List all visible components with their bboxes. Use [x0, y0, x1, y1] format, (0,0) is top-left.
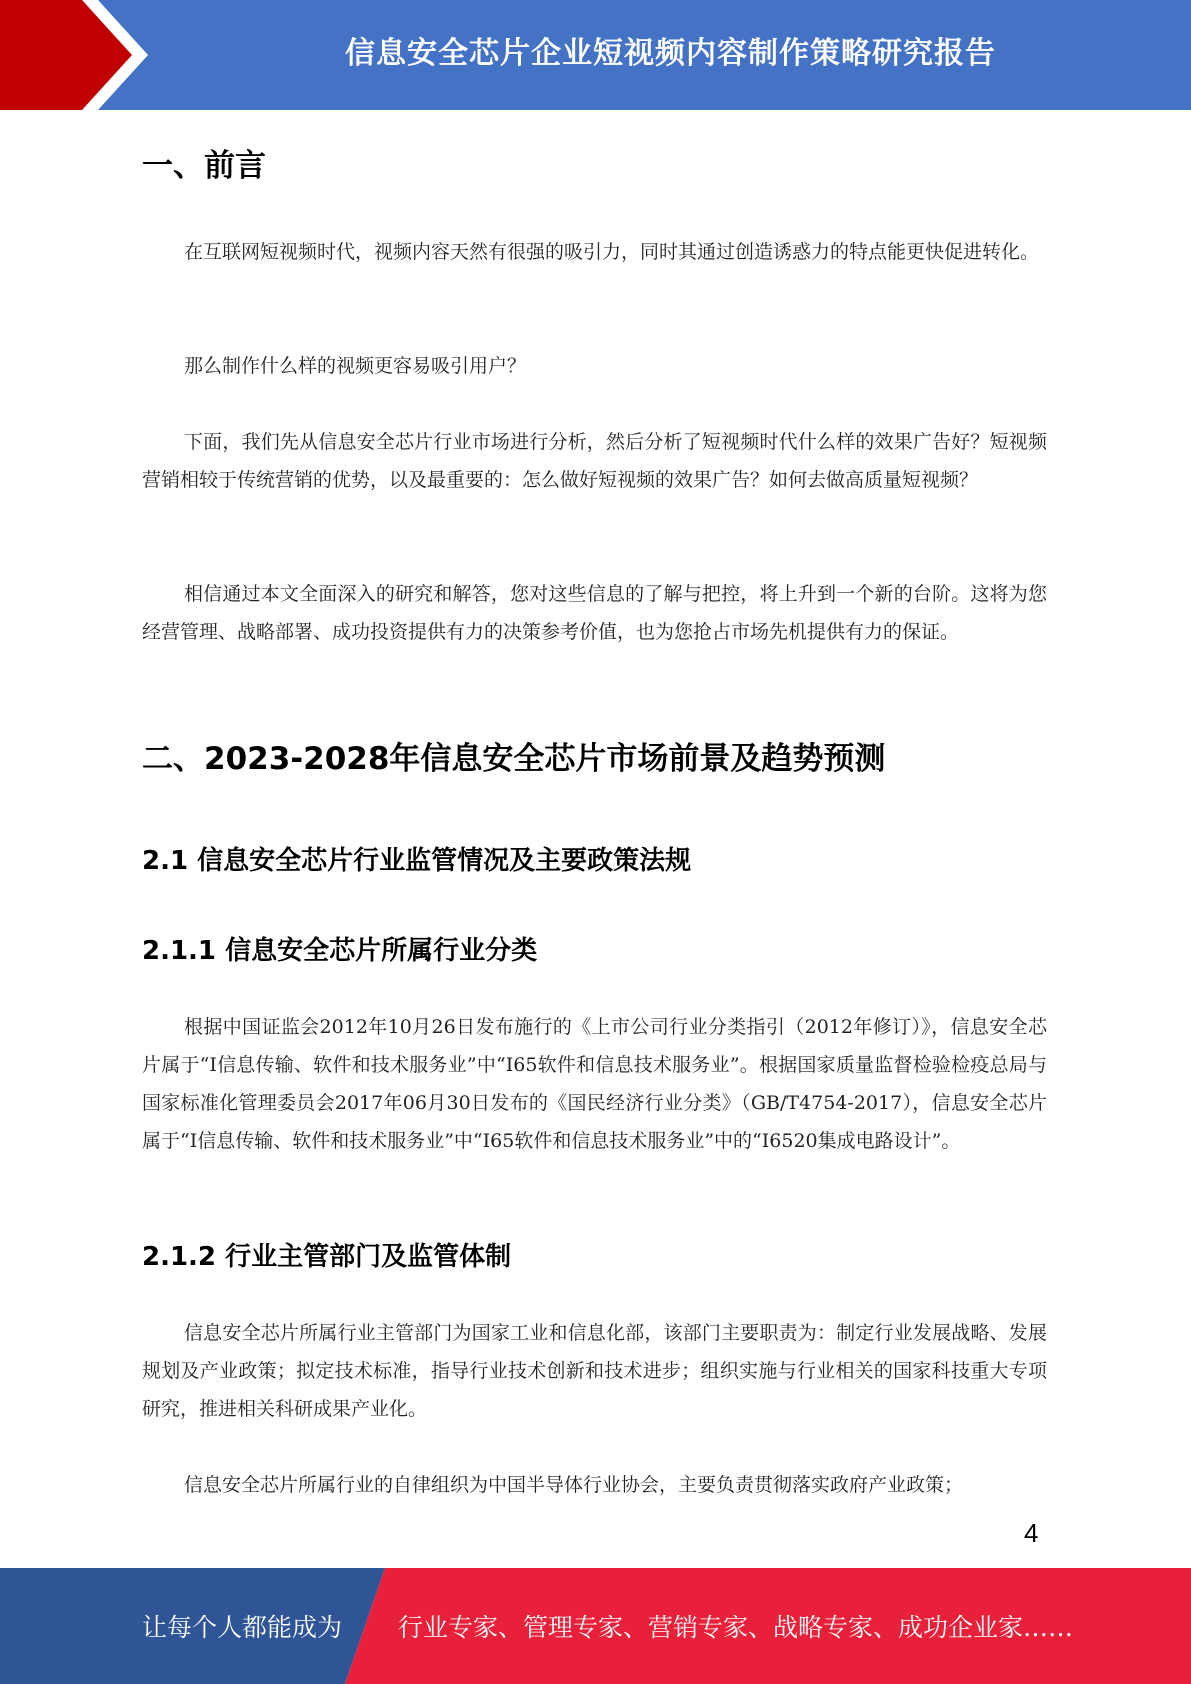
report-title: 信息安全芯片企业短视频内容制作策略研究报告: [345, 36, 996, 71]
page-number: 4: [1024, 1518, 1039, 1548]
subsection-heading-2-1: 2.1 信息安全芯片行业监管情况及主要政策法规: [142, 846, 692, 876]
paragraph-preface-1: 在互联网短视频时代，视频内容天然有很强的吸引力，同时其通过创造诱惑力的特点能更快促进转化。: [184, 241, 1040, 263]
page-header: [0, 0, 1191, 110]
footer-slogan-left: 让每个人都能成为: [142, 1613, 343, 1642]
paragraph-regulator: 信息安全芯片所属行业主管部门为国家工业和信息化部，该部门主要职责为：制定行业发展战略、发展规划及产业政策；拟定技术标准，指导行业技术创新和技术进步；组织实施与行业相关的国家科技重大专项研究，推进相关科研成果产业化。: [142, 1322, 1047, 1420]
paragraph-self-regulation: 信息安全芯片所属行业的自律组织为中国半导体行业协会，主要负责贯彻落实政府产业政策；: [184, 1474, 964, 1496]
footer-slogan-right: 行业专家、管理专家、营销专家、战略专家、成功企业家……: [398, 1613, 1074, 1642]
paragraph-preface-2: 那么制作什么样的视频更容易吸引用户？: [184, 355, 527, 377]
section-heading-preface: 一、前言: [142, 148, 266, 184]
paragraph-preface-3: 下面，我们先从信息安全芯片行业市场进行分析，然后分析了短视频时代什么样的效果广告好？短视频营销相较于传统营销的优势，以及最重要的：怎么做好短视频的效果广告？如何去做高质量短视频？: [142, 431, 1047, 491]
paragraph-industry-classification: 根据中国证监会2012年10月26日发布施行的《上市公司行业分类指引（2012年修订）》，信息安全芯片属于“I信息传输、软件和技术服务业”中“I65软件和信息技术服务业”。根据国家质量监督检验检疫总局与国家标准化管理委员会2017年06月30日发布的《国民经济行业分类》（GB/T4754-2017），信息安全芯片属于“I信息传输、软件和技术服务业”中“I65软件和信息技术服务业”中的“I6520集成电路设计”。: [142, 1016, 1047, 1152]
subsection-heading-2-1-2: 2.1.2 行业主管部门及监管体制: [142, 1242, 512, 1272]
page-footer: [0, 1568, 1191, 1684]
section-heading-market-outlook: 二、2023-2028年信息安全芯片市场前景及趋势预测: [142, 741, 886, 777]
paragraph-preface-4: 相信通过本文全面深入的研究和解答，您对这些信息的了解与把控，将上升到一个新的台阶。这将为您经营管理、战略部署、成功投资提供有力的决策参考价值，也为您抢占市场先机提供有力的保证。: [142, 583, 1047, 643]
subsection-heading-2-1-1: 2.1.1 信息安全芯片所属行业分类: [142, 936, 538, 966]
